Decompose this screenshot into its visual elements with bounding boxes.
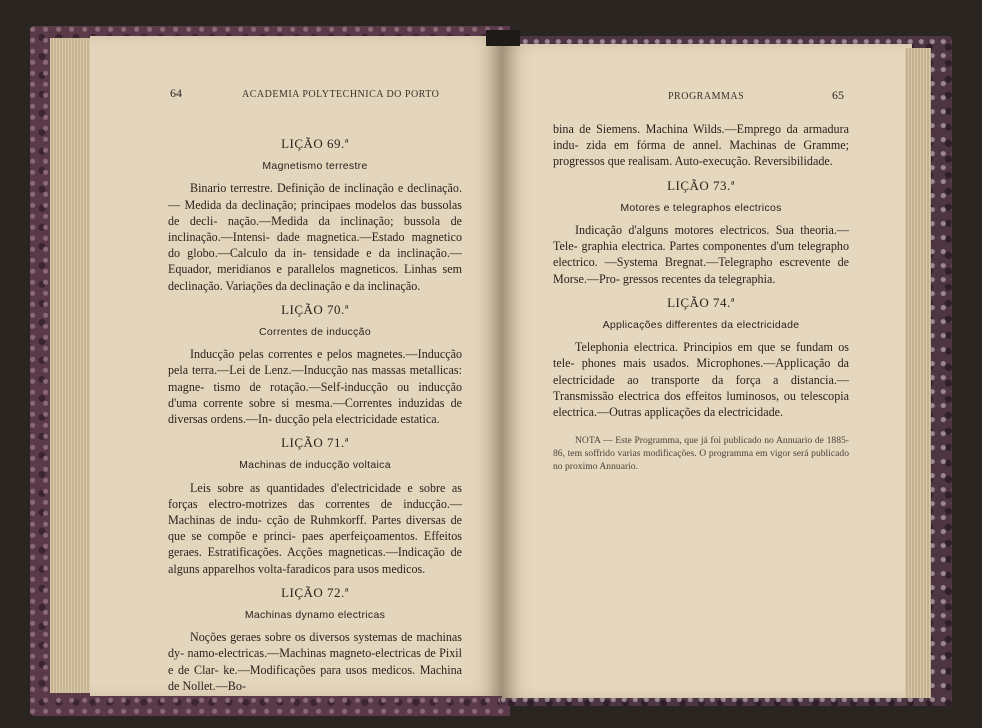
text-line: electro-motrizes das correntes de inducção.—Machinas de indu- (168, 496, 462, 528)
text-line: Medida da declinação; principaes modelos das bussolas de decli- (168, 197, 462, 228)
text-line: Telephonia electrica. Principios em que se fundam os tele- (553, 340, 849, 371)
text-line: Indicação d'alguns motores electricos. Sua theoria.—Tele- (553, 223, 849, 254)
text-line: —Systema Bregnat.—Telegrapho escrevente de Morse.—Pro- (553, 255, 849, 286)
page-edges-right (905, 48, 931, 698)
text-line: realisam. Auto-execução. Reversibilidade. (628, 154, 833, 169)
right-text-column (553, 121, 849, 473)
book-gutter (486, 30, 520, 46)
text-line: namo-electricas.—Machinas magneto-electricas de Pixil e de Clar- (168, 646, 462, 677)
right-running-head: PROGRAMMAS (668, 91, 745, 102)
note-line: NOTA — Este Programma, que já foi publicado no Annuario de (575, 435, 824, 447)
continuation-paragraph (553, 121, 849, 170)
lesson-heading: LIÇÃO 69.ª (281, 136, 349, 151)
section-lesson-74 (553, 295, 849, 420)
text-line: magneticas.—Indicação de alguns apparelhos volta-faradicos para (168, 545, 462, 576)
lesson-heading: LIÇÃO 70.ª (281, 301, 349, 317)
note-line: publicado no proximo Annuario. (553, 448, 849, 473)
footnote (553, 434, 849, 473)
text-line: ducção pela electricidade estatica. (275, 412, 440, 427)
lesson-title: Motores e telegraphos electricos (620, 201, 782, 214)
lesson-heading: LIÇÃO 71.ª (281, 435, 349, 451)
lesson-heading: LIÇÃO 72.ª (281, 584, 349, 600)
section-lesson-69 (168, 136, 462, 294)
note-line: 1885-86, tem soffrido varias modificações. O programma em vigor será (553, 435, 849, 460)
text-line: effeitos luminosos, ou telescopia electrica.—Outras applicações (553, 388, 849, 420)
text-line: bina de Siemens. Machina Wilds.—Emprego da armadura indu- (553, 122, 849, 153)
right-page-number: 65 (832, 88, 844, 102)
text-line: Binario terrestre. Definição de inclinação e declinação.— (168, 181, 462, 212)
lesson-title: Applicações differentes da electricidade (602, 319, 800, 332)
section-lesson-71 (168, 435, 462, 577)
text-line: gressos recentes da telegraphia. (622, 271, 776, 286)
text-line: tensidade e da inclinação.—Equador, meridianos e parallelos (168, 246, 462, 277)
lesson-heading: LIÇÃO 74.ª (667, 294, 735, 310)
lesson-title: Machinas de inducção voltaica (239, 459, 391, 472)
text-line: sobre si mesma.—Correntes induzidas de diversas ordens.—In- (168, 395, 462, 427)
text-line: cção de Ruhmkorff. Partes diversas de que se compõe e princi- (168, 513, 462, 544)
text-line: Leis sobre as quantidades d'electricidade e sobre as forças (168, 480, 462, 511)
text-line: zida em fórma de annel. Machinas de Gramme; progressos que (553, 138, 849, 169)
text-line: ke.—Modificações para usos medicos. Machina de Nollet.—Bo- (168, 662, 463, 693)
text-line: da electricidade. (703, 405, 784, 420)
text-line: tismo de rotação.—Self-inducção ou inducção d'uma corrente (168, 379, 462, 410)
text-line: magneticos. Linhas sem declinação. Variações da declinação e (168, 262, 463, 293)
lesson-title: Machinas dynamo electricas (244, 609, 386, 622)
section-lesson-73 (553, 178, 849, 287)
text-line: graphia electrica. Partes componentes d'um telegrapho electrico. (553, 239, 849, 270)
text-line: phones mais usados. Microphones.—Applicação da electricidade (553, 356, 849, 387)
text-line: dade magnetica.—Estado magnetico do globo.—Calculo da in- (168, 230, 462, 261)
section-lesson-72 (168, 585, 462, 694)
page-edges-left (50, 38, 94, 693)
text-line: usos medicos. (357, 561, 426, 576)
text-line: terra.—Lei de Lenz.—Inducção nas massas metallicas: magne- (168, 363, 462, 394)
lesson-heading: LIÇÃO 73.ª (667, 177, 735, 193)
text-line: nação.—Medida da inclinação; bussola de inclinação.—Intensi- (168, 213, 462, 245)
lesson-title: Correntes de inducção (259, 326, 371, 339)
text-line: Noções geraes sobre os diversos systemas de machinas dy- (168, 630, 462, 661)
left-running-head: ACADEMIA POLYTECHNICA DO PORTO (242, 89, 440, 100)
section-lesson-70 (168, 302, 462, 427)
text-line: paes aperfeiçoamentos. Effeitos geraes. Estratificações. Acções (168, 529, 462, 560)
text-line: ao transporte da força a distancia.—Transmissão electrica dos (553, 372, 849, 403)
text-line: da inclinação. (353, 278, 421, 293)
left-text-column (168, 128, 462, 694)
left-page-number: 64 (170, 86, 182, 100)
lesson-title: Magnetismo terrestre (262, 160, 368, 173)
text-line: Inducção pelas correntes e pelos magnetes.—Inducção pela (168, 347, 462, 378)
